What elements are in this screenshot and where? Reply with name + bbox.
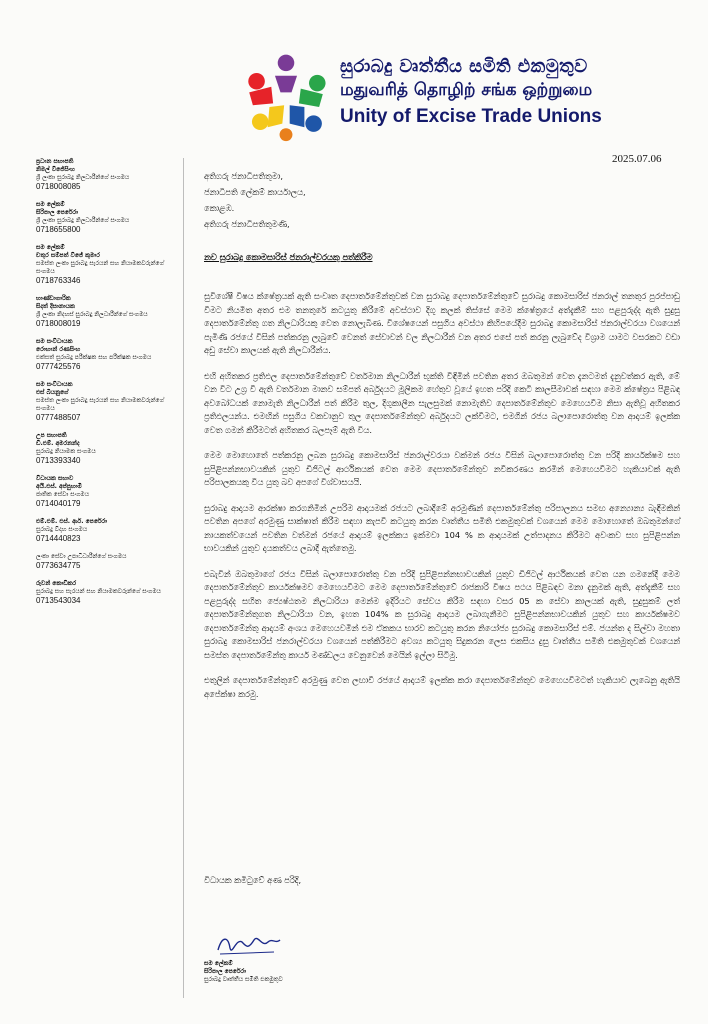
addressee-line: ජනාධිපති ලේකම් කාර්යාලය,	[204, 187, 306, 197]
sidebar-phone: 0718763346	[36, 276, 81, 285]
sidebar-phone: 0714440823	[36, 534, 81, 543]
sidebar-name: අයි.එස්. අප්පුහාමි	[36, 483, 82, 490]
sidebar-name: නිමල් විජේසිංහ	[36, 166, 75, 173]
sidebar-entry	[36, 432, 176, 465]
signatory-org: සුරාබදු වෘත්තීය සමිති එකමුතුව	[204, 976, 283, 983]
sidebar-phone: 0773634775	[36, 561, 81, 570]
officer-sidebar	[36, 158, 176, 615]
sidebar-role: විධායක සභාව	[36, 475, 74, 482]
addressee-line: අතිගරු ජනාධිපතිතුමා,	[204, 171, 284, 181]
sidebar-entry	[36, 244, 176, 285]
sidebar-name: සිදත් දිසානායක	[36, 303, 75, 310]
sidebar-role: උප සභාපති	[36, 432, 67, 439]
sidebar-org: සුරාබදු සහ සැරයන් සහ නියාමකවරුන්ගේ සංගමය	[36, 588, 161, 595]
body-paragraph: සුවිශේෂී විෂය ක්ෂේත්‍රයක් ඇති සංවෘත දෙපාර්තමේන්තුවක් වන සුරාබදු දෙපාර්තමේන්තුවේ සුරාබදු කොමසාරිස් ජනරාල් තනතුර පුරප්පාඩු වීමට නියමිත අතර එම තනතුරේ කටයුතු කිරීමේ අවස්ථාව දිගු කලක් තිස්සේ මෙම ක්ෂේත්‍රයේ අත්දැකීම් සහ පළපුරුද්ද ඇති සුදුසු දෙපාර්තමේන්තු ගත නිලධාරියකු වෙත නොලැබිණ. විශේෂයෙන් පසුගිය අවස්ථා කිහිපයේදීම සුරාබදු කොමසාරිස් ජනරාල්වරයා වශයෙන් පැමිණි රජයේ විසින් පත්කරනු ලැබුවේ වෙනත් සේවාවන් වල නිලධාරීන් වන අතර එසේ පත් කරනු ලැබුවේද විශ්‍රාම යාමට වසරකට වඩා අඩු සේවා කාලයක් ඇති නිලධාරීන්ය.	[204, 291, 680, 355]
letter-body	[204, 290, 680, 713]
body-paragraph: සුරාබදු ආදායම ආරක්ෂා කරගනිමින් උපරිම ආදායමක් රජයට ලබාදීමේ අරමුණින් දෙපාර්තමේන්තු පරිපාලනය සමඟ අන්‍යොන්‍ය බැඳීමකින් පවතින අපගේ අරමුණු සාක්ෂාත් කිරීම සඳහා කැපවී කටයුතු කරන වෘත්තීය සමිති එකමුතුවක් වශයෙන් මෙම මොහොතේ ඔබතුමන්ගේ නායකත්වයෙන් පවතින වත්මන් රජයේ ආදායම් ඉලක්කය ඉක්මවා 104 % ක ආදායමක් උත්පාදනය කිරීමට අවංකව සහ සුපිළිපන්න භාවයකින් යුතුව දායකත්වය ලබාදී ඇත්තෙමු.	[204, 502, 680, 553]
sidebar-role: සම ලේකම්	[36, 201, 65, 208]
sidebar-entry	[36, 381, 176, 422]
sidebar-phone: 0718655800	[36, 225, 81, 234]
sidebar-org: එක්සත් සුරාබදු පරීක්ෂක සහ පරීක්ෂක සංගමය	[36, 354, 152, 361]
handwritten-signature	[214, 930, 284, 958]
sidebar-divider	[183, 158, 184, 998]
sidebar-org: ලංකා සේවා උපාධිධාරීන්ගේ සංගමය	[36, 553, 127, 560]
sidebar-phone: 0777488507	[36, 413, 81, 422]
sidebar-org: සමස්ත ලංකා සුරාබදු සැරයන් සහ නියාමකවරුන්ගේ සංගමය	[36, 260, 164, 275]
sidebar-phone: 0713543034	[36, 596, 81, 605]
sidebar-role: සම ලේකම්	[36, 244, 65, 251]
body-paragraph: මෙම මොහොතේ පත්කරනු ලබන සුරාබදු කොමසාරිස් ජනරාල්වරයා වක්මන් රජය විසින් බලාපොරොත්තු වන පරිදි කාර්යක්ෂම සහ සුපිළිපන්නභාවයකින් යුතුව ඩිජිටල් ආර්ථිකයක් වෙත මෙම දෙපාර්තමේන්තුව නවීකරණය කරමින් මෙහෙයවීමට හැකියාවක් ඇති පරිපාලකයකු විය යුතු බව අපගේ විශ්වාසයයි.	[204, 450, 680, 487]
sidebar-entry	[36, 580, 176, 605]
sidebar-entry	[36, 295, 176, 328]
sidebar-phone: 0718008085	[36, 182, 81, 191]
letter-subject: නව සුරාබදු කොමසාරිස් ජනරාල්වරයකු පත්කිරීම	[204, 252, 373, 262]
sidebar-phone: 0718008019	[36, 319, 81, 328]
sidebar-org: ශ්‍රී ලංකා සුරාබදු නිලධාරීන්ගේ සංගමය	[36, 217, 130, 224]
sidebar-phone: 0714040179	[36, 499, 81, 508]
sidebar-entry	[36, 553, 176, 570]
body-paragraph: එහි අහිතකර ප්‍රතිඵල දෙපාර්තමේන්තුවේ වර්තමාන නිලධාරීන් භුක්ති විඳිමින් පවතින අතර ඔබතුමන් වෙත දැනටමත් දැනුවත්කර ඇති, මේ වන විට උග්‍ර වී ඇති වර්තමාන මානව සම්පත් අර්බුදයට මූලිකම හේතුව වූයේ ඉහත පරිදි කෙටි කාලසීමාවක් සඳහා මෙම ක්ෂේත්‍රය පිළිබඳ අවබෝධයක් නොමැති නිලධාරීන් පත් කිරීම තුල, දිගුකාලීන සැලසුමක් නොමැතිව දෙපාර්තමේන්තුව මෙහෙයවීම නිසා ඇතිවූ අහිතකර ප්‍රතිඵලයන්ය. එමඟින් පසුගිය වකවානුව තුල දෙපාර්තමේන්තුව අර්බුදයට ලක්වීමට, එමගින් රජය බලාපොරොත්තු වන ආදායම් ඉලක්ක වෙත ගමන් කිරීමටත් අහිතකර බලපෑම් ඇති විය.	[204, 370, 681, 435]
sidebar-org: ශ්‍රී ලංකා සුරාබදු නිලධාරීන්ගේ සංගමය	[36, 174, 130, 181]
letter-date: 2025.07.06	[612, 153, 662, 165]
signatory-name: සිරිපාල පෙරේරා	[204, 968, 247, 975]
addressee-line: කොළඹ.	[204, 203, 235, 213]
sidebar-org: සුරාබදු නියාමක සංගමය	[36, 448, 96, 455]
sidebar-entry	[36, 338, 176, 371]
letterhead-title-sinhala: සුරාබදු වෘත්තීය සමිති එකමුතුව	[340, 56, 588, 77]
sidebar-org: සුරාබදු විදාහ සංගමය	[36, 526, 88, 533]
sidebar-entry	[36, 158, 176, 191]
sidebar-name: සිරිපාල පෙරේරා	[36, 209, 79, 216]
sidebar-phone: 0777425576	[36, 362, 81, 371]
sidebar-name: රුවන් කොඩිකර	[36, 580, 77, 587]
sidebar-org: ශ්‍රී ලංකා නිදහස් සුරාබදු නිලධාරීන්ගේ සංගමය	[36, 311, 148, 318]
sidebar-name: ඩී.එම්. අමරනන්ද	[36, 440, 80, 447]
sidebar-name: චතුර සම්පත් විජේ කුමාර	[36, 252, 100, 259]
body-paragraph: එතුලින් දෙපාර්තමේන්තුවේ අරමුණු වෙත ලඟාවී රජයේ ආදායම් ඉලක්ක කරා දෙපාර්තමේන්තුව මෙහෙයවීමටත් හැකියාව ලැබෙනු ඇතියි අපේක්ෂා කරමු.	[204, 675, 680, 699]
signatory-role: සම ලේකම්	[204, 960, 233, 967]
union-logo	[240, 50, 332, 142]
sidebar-org: සමස්ත ලංකා සුරාබදු සැරයන් සහ නියාමකවරුන්ගේ සංගමය	[36, 397, 164, 412]
sidebar-entry	[36, 201, 176, 234]
sidebar-entry	[36, 518, 176, 543]
sidebar-role: ප්‍රධාන සභාපති	[36, 158, 74, 165]
sidebar-role: සම සංවිධායක	[36, 338, 73, 345]
letterhead-title-tamil: மதுவரித் தொழிற் சங்க ஒற்றுமை	[340, 80, 593, 100]
body-paragraph: එබැවින් ඔබතුමාගේ රජය විසින් බලාපොරොත්තු වන පරිදි සුපිළිපන්නභාවයකින් යුතුව ඩිජිටල් ආර්ථිකයක් වෙත යන ගමනේදී මෙම දෙපාර්තමේන්තුව කාර්යක්ෂමව මෙහෙයවීමට මෙම දෙපාර්තමේන්තුවේ රාජකාරි විෂය පථය පිළිබඳව මනා දැනුමක් ඇති, අත්දැකීම් සහ පළපුරුද්ද සහිත ජ්‍යෙෂ්ඨතම නිලධාරියා මෙන්ම ඉදිරියට සේවය කිරීම සඳහා වසර 05 ක සේවා කාලයක් ඇති, සුදුසුකම් ලත් දෙපාර්තමේන්තුගත නිලධාරියා වන, ඉහත 104% ක සුරාබදු ආදායම ලබාගැනීමට සුපිළිපන්නභාවයකින් යුතුව සහ කාර්යක්ෂමව දෙපාර්තමේන්තු ආදායම් අංශය මෙහෙයවමින් එම ඒකකය භාරව කටයුතු කරන නියෝජ්‍ය සුරාබදු කොමසාරිස් එම්. ජයන්ත ද සිල්වා මහතා සුරාබදු කොමසාරිස් ජනරාල්වරයා වශයෙන් පත්කිරීමට අවශ්‍ය කටයුතු සිදුකරන ලෙස එකසිය දුසු වෘත්තීය සමිති එකමුතුවක් වශයෙන් සමස්ත දෙපාර්තමේන්තු කාර්ය මණ්ඩලය වෙනුවෙන් මෙයින් ඉල්ලා සිටිමු.	[204, 568, 680, 660]
addressee-block	[204, 168, 306, 232]
sidebar-role: භාණ්ඩාගාරික	[36, 295, 71, 302]
sidebar-name: එම්.එම්. එස්. ආර්. පෙරේරා	[36, 518, 108, 525]
sidebar-role: සම සංවිධායක	[36, 381, 73, 388]
sidebar-name: එස් බියනුගේ	[36, 389, 69, 396]
sidebar-name: රොහාන් රණසිංහ	[36, 346, 81, 353]
sidebar-entry	[36, 475, 176, 508]
sidebar-org: ජාතික සේවා සංගමය	[36, 491, 90, 498]
closing-line: විධායක කමිටුවේ අණ පරිදි,	[204, 875, 302, 885]
letterhead-title-english: Unity of Excise Trade Unions	[340, 106, 602, 127]
salutation: අතිගරු ජනාධිපතිතුමණි,	[204, 219, 290, 229]
letterhead	[240, 50, 660, 140]
sidebar-phone: 0713393340	[36, 456, 81, 465]
signature-block	[204, 960, 283, 984]
